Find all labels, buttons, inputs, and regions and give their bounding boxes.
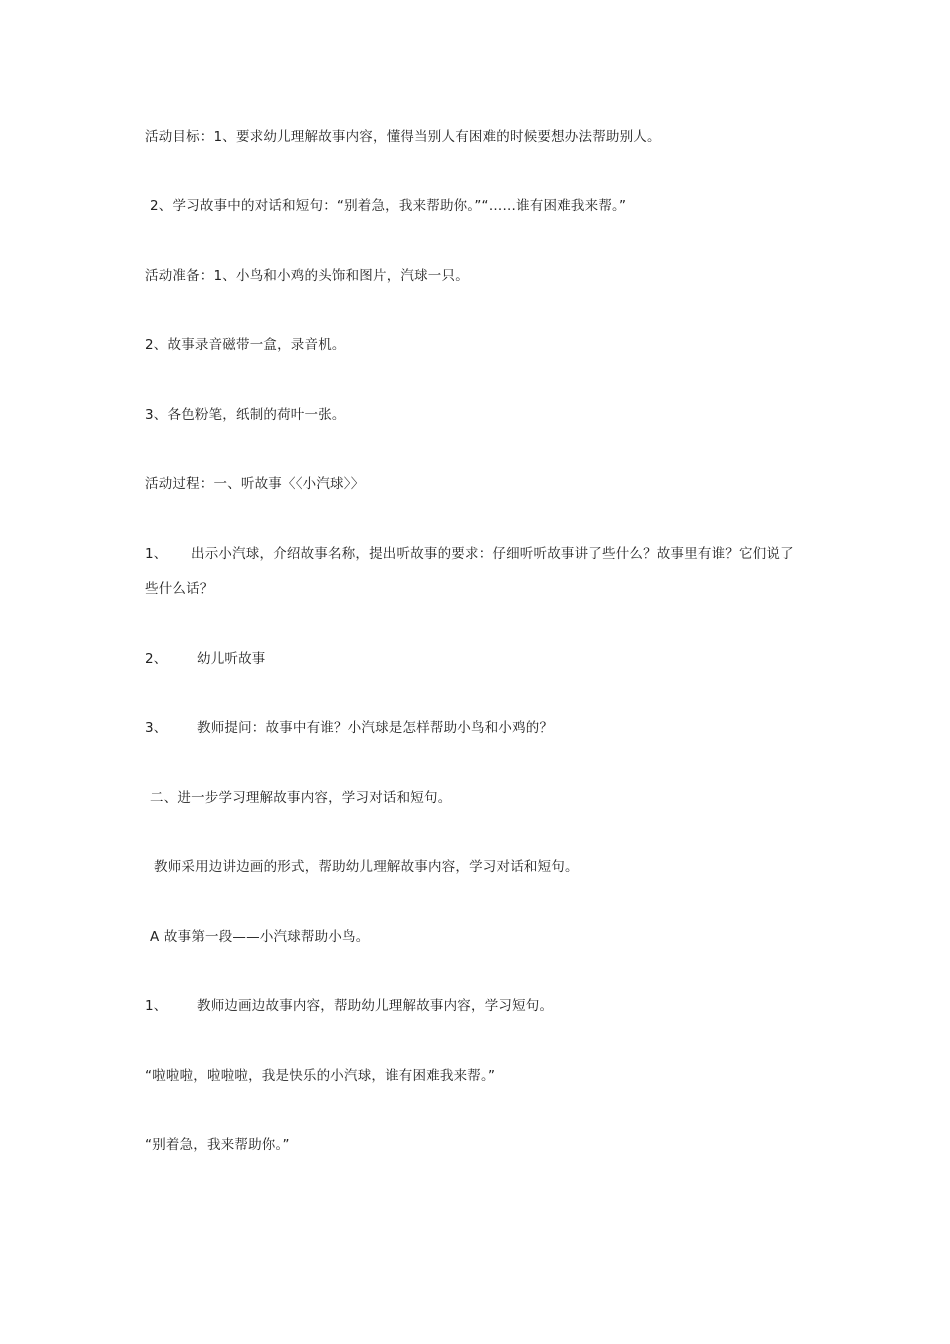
step-2-line bbox=[145, 649, 266, 669]
goal-line-1: 活动目标：1、要求幼儿理解故事内容，懂得当别人有困难的时候要想办法帮助别人。 bbox=[145, 129, 661, 145]
step-3-text: 教师提问：故事中有谁？小汽球是怎样帮助小鸟和小鸡的？ bbox=[197, 720, 554, 736]
quote-line-1: “啦啦啦，啦啦啦，我是快乐的小汽球，谁有困难我来帮。” bbox=[145, 1068, 496, 1084]
step-a1-number: 1、 bbox=[145, 998, 168, 1014]
step-1-number: 1、 bbox=[145, 546, 168, 562]
step-3-line bbox=[145, 718, 553, 738]
step-1-line-2: 些什么话？ bbox=[145, 581, 214, 597]
step-1-line-1 bbox=[145, 544, 794, 564]
prep-line-1: 活动准备：1、小鸟和小鸡的头饰和图片，汽球一只。 bbox=[145, 268, 469, 284]
step-2-number: 2、 bbox=[145, 651, 168, 667]
part-a-heading: A 故事第一段——小汽球帮助小鸟。 bbox=[150, 929, 370, 945]
prep-line-2: 2、故事录音磁带一盒，录音机。 bbox=[145, 337, 346, 353]
goal-line-2: 2、学习故事中的对话和短句：“别着急，我来帮助你。”“……谁有困难我来帮。” bbox=[150, 198, 627, 214]
section-2-description: 教师采用边讲边画的形式，帮助幼儿理解故事内容，学习对话和短句。 bbox=[154, 859, 579, 875]
prep-line-3: 3、各色粉笔，纸制的荷叶一张。 bbox=[145, 407, 346, 423]
step-a1-line bbox=[145, 996, 553, 1016]
process-heading: 活动过程：一、听故事〈〈小汽球〉〉 bbox=[145, 476, 365, 492]
quote-line-2: “别着急，我来帮助你。” bbox=[145, 1137, 290, 1153]
step-a1-text: 教师边画边故事内容，帮助幼儿理解故事内容，学习短句。 bbox=[197, 998, 554, 1014]
section-2-heading: 二、进一步学习理解故事内容，学习对话和短句。 bbox=[150, 790, 452, 806]
step-2-text: 幼儿听故事 bbox=[197, 651, 266, 667]
step-1-text: 出示小汽球，介绍故事名称，提出听故事的要求：仔细听听故事讲了些什么？故事里有谁？它们说了 bbox=[191, 546, 794, 562]
step-3-number: 3、 bbox=[145, 720, 168, 736]
